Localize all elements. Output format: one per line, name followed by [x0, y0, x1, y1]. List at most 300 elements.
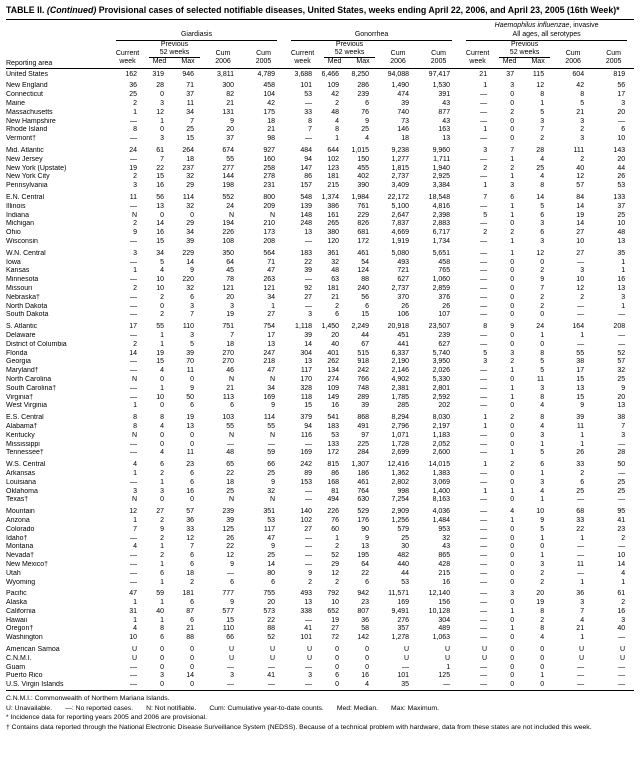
- value-cell: U: [306, 646, 313, 654]
- value-cell: —: [305, 543, 313, 551]
- value-cell: 7: [621, 422, 626, 430]
- value-cell: 0: [160, 440, 164, 448]
- value-cell: 50: [186, 393, 194, 401]
- table-row: [6, 173, 634, 182]
- reporting-area-cell: W.S. Central: [6, 461, 46, 469]
- value-cell: 1: [580, 578, 585, 586]
- value-cell: 2: [580, 469, 585, 477]
- table-body: [6, 68, 634, 690]
- value-cell: 6: [335, 672, 340, 680]
- value-cell: 13: [156, 202, 164, 210]
- value-cell: 0: [540, 646, 545, 654]
- value-cell: 2: [540, 578, 545, 586]
- reporting-area-cell: Mississippi: [6, 440, 40, 448]
- value-cell: 27: [304, 525, 313, 533]
- value-cell: 108: [222, 238, 234, 246]
- value-cell: —: [577, 672, 585, 680]
- value-cell: —: [130, 560, 137, 568]
- value-cell: 401: [327, 349, 340, 357]
- value-cell: 579: [397, 525, 410, 533]
- value-cell: 328: [300, 384, 313, 392]
- value-cell: —: [130, 117, 137, 125]
- value-cell: 4: [365, 135, 370, 143]
- value-cell: 2: [190, 578, 194, 586]
- value-cell: 156: [438, 599, 451, 607]
- value-cell: 0: [335, 663, 340, 671]
- reporting-area-cell: Illinois: [6, 202, 26, 210]
- value-cell: —: [577, 543, 585, 551]
- value-cell: 2: [580, 155, 585, 163]
- value-cell: —: [480, 285, 488, 292]
- table-row: [6, 212, 634, 221]
- value-cell: 42: [576, 82, 585, 90]
- value-cell: 2: [160, 293, 164, 301]
- value-cell: 304: [438, 616, 451, 624]
- value-cell: 0: [510, 302, 515, 310]
- value-cell: —: [130, 135, 137, 143]
- table-row: [6, 423, 634, 432]
- value-cell: 1: [335, 534, 340, 542]
- table-title: [6, 5, 634, 16]
- value-cell: 2: [540, 135, 545, 143]
- value-cell: U: [620, 654, 626, 662]
- value-cell: 1: [540, 552, 545, 560]
- value-cell: 0: [510, 100, 515, 108]
- value-cell: 53: [401, 578, 410, 586]
- value-cell: 7,837: [391, 220, 410, 228]
- value-cell: 95: [617, 508, 626, 516]
- value-cell: 800: [263, 194, 276, 202]
- notifiable-diseases-table: [6, 19, 634, 691]
- value-cell: 2: [580, 293, 585, 301]
- reporting-area-cell: Ohio: [6, 229, 21, 237]
- col-header-current-week: Current week: [459, 41, 496, 68]
- value-cell: 2: [580, 126, 585, 134]
- value-cell: 1,484: [432, 516, 451, 524]
- value-cell: 1: [580, 440, 585, 448]
- value-cell: 3: [160, 672, 164, 680]
- value-cell: 3,811: [217, 70, 234, 78]
- value-cell: 133: [613, 194, 626, 202]
- value-cell: N: [269, 431, 276, 439]
- value-cell: 31: [129, 607, 137, 615]
- value-cell: 529: [357, 508, 370, 516]
- group-header-haemophilus: [459, 20, 634, 41]
- table-row: [6, 332, 634, 341]
- value-cell: —: [480, 155, 488, 163]
- value-cell: 133: [327, 440, 340, 448]
- value-cell: 1,815: [391, 164, 410, 172]
- table-row: [6, 100, 634, 109]
- value-cell: 474: [397, 91, 410, 99]
- value-cell: 1,374: [321, 194, 340, 202]
- value-cell: 0: [540, 663, 545, 671]
- value-cell: 123: [327, 164, 340, 172]
- value-cell: —: [480, 258, 488, 266]
- value-cell: 210: [263, 220, 276, 228]
- value-cell: 0: [510, 560, 515, 568]
- value-cell: 370: [397, 293, 410, 301]
- value-cell: 338: [300, 607, 313, 615]
- value-cell: 110: [222, 625, 234, 633]
- value-cell: 66: [226, 634, 234, 642]
- value-cell: 15: [156, 358, 164, 366]
- value-cell: 9,491: [391, 607, 410, 615]
- group-label: Giardiasis: [180, 30, 213, 38]
- value-cell: 0: [160, 431, 164, 439]
- value-cell: 0: [510, 634, 515, 642]
- value-cell: 115: [532, 70, 545, 78]
- value-cell: 56: [617, 82, 626, 90]
- value-cell: 9: [230, 560, 234, 568]
- value-cell: 3: [483, 147, 488, 155]
- table-row: [6, 311, 634, 320]
- value-cell: 3: [540, 478, 545, 486]
- value-cell: 451: [397, 331, 410, 339]
- value-cell: 265: [327, 220, 340, 228]
- value-cell: 149: [327, 393, 340, 401]
- value-cell: 5,100: [391, 202, 410, 210]
- value-cell: 59: [156, 590, 164, 598]
- value-cell: 36: [186, 516, 194, 524]
- value-cell: 16: [617, 607, 626, 615]
- value-cell: 6: [230, 402, 234, 410]
- value-cell: 101: [397, 672, 410, 680]
- table-row: [6, 608, 634, 617]
- table-title-text: Provisional cases of selected notifiable diseases, United States, weeks ending April 22, 2006, and April 23, 2005 (16th Week)*: [98, 5, 620, 15]
- value-cell: 3: [540, 560, 545, 568]
- value-cell: 16: [442, 578, 451, 586]
- value-cell: 12: [576, 285, 585, 292]
- value-cell: 172: [327, 449, 340, 457]
- value-cell: 0: [510, 440, 515, 448]
- value-cell: —: [305, 276, 313, 284]
- table-row: [6, 91, 634, 100]
- reporting-area-cell: U.S. Virgin Islands: [6, 681, 64, 689]
- value-cell: 30: [401, 543, 410, 551]
- table-row: [6, 385, 634, 394]
- value-cell: 68: [576, 508, 585, 516]
- value-cell: 208: [263, 238, 276, 246]
- value-cell: 12: [186, 534, 194, 542]
- value-cell: 11: [576, 560, 585, 568]
- value-cell: 53: [331, 431, 340, 439]
- value-cell: 36: [361, 616, 370, 624]
- value-cell: 3: [510, 349, 515, 357]
- value-cell: 97,417: [428, 70, 451, 78]
- value-cell: 37: [186, 91, 194, 99]
- value-cell: 55: [226, 422, 234, 430]
- value-cell: 4: [160, 422, 164, 430]
- value-cell: 226: [222, 229, 234, 237]
- value-cell: 0: [510, 543, 515, 551]
- value-cell: 13: [304, 358, 313, 366]
- value-cell: 242: [300, 461, 313, 469]
- value-cell: 39: [304, 267, 313, 275]
- reporting-area-cell: United States: [6, 70, 49, 78]
- value-cell: 493: [397, 258, 410, 266]
- value-cell: —: [480, 135, 488, 143]
- value-cell: 1,734: [432, 238, 451, 246]
- value-cell: 564: [263, 249, 276, 257]
- value-cell: 7: [133, 525, 137, 533]
- value-cell: 28: [156, 82, 164, 90]
- value-cell: 3: [540, 117, 545, 125]
- value-cell: —: [305, 440, 313, 448]
- value-cell: —: [480, 663, 488, 671]
- value-cell: 36: [576, 590, 585, 598]
- value-cell: 57: [186, 508, 194, 516]
- table-row: [6, 561, 634, 570]
- value-cell: 9: [621, 384, 626, 392]
- table-row: [6, 126, 634, 135]
- value-cell: 10: [617, 135, 626, 143]
- value-cell: 2,737: [391, 285, 410, 292]
- footnote-cnmi: C.N.M.I.: Commonwealth of Northern Mariana Islands.: [6, 695, 170, 703]
- value-cell: 9: [230, 599, 234, 607]
- value-cell: 7: [190, 543, 194, 551]
- value-cell: 11: [576, 422, 585, 430]
- value-cell: 0: [160, 402, 164, 410]
- reporting-area-cell: Louisiana: [6, 478, 36, 486]
- value-cell: 6: [230, 578, 234, 586]
- value-cell: 765: [438, 267, 451, 275]
- value-cell: 47: [129, 590, 137, 598]
- value-cell: 2: [335, 578, 340, 586]
- value-cell: 60: [331, 525, 340, 533]
- value-cell: 17: [576, 367, 585, 375]
- value-cell: 815: [327, 461, 340, 469]
- table-row: [6, 664, 634, 673]
- value-cell: 4: [621, 569, 626, 577]
- value-cell: 865: [438, 552, 451, 560]
- value-cell: —: [130, 367, 137, 375]
- value-cell: 15: [361, 311, 370, 319]
- value-cell: 5: [483, 211, 488, 219]
- legend-item: —: No reported cases.: [65, 704, 134, 712]
- value-cell: 38: [576, 358, 585, 366]
- value-cell: 357: [397, 625, 410, 633]
- value-cell: —: [130, 681, 137, 689]
- value-cell: 573: [263, 607, 276, 615]
- value-cell: 270: [222, 358, 234, 366]
- value-cell: —: [480, 496, 488, 504]
- value-cell: 248: [300, 220, 313, 228]
- value-cell: 14: [156, 220, 164, 228]
- value-cell: 3: [190, 302, 194, 310]
- value-cell: 88: [361, 276, 370, 284]
- table-row: [6, 250, 634, 259]
- value-cell: 1: [510, 211, 515, 219]
- value-cell: 644: [327, 147, 340, 155]
- value-cell: 140: [300, 508, 313, 516]
- value-cell: 172: [357, 238, 370, 246]
- value-cell: —: [305, 663, 313, 671]
- value-cell: 4: [160, 267, 164, 275]
- value-cell: 458: [438, 258, 451, 266]
- value-cell: 36: [129, 82, 137, 90]
- value-cell: 39: [304, 331, 313, 339]
- value-cell: 48: [331, 108, 340, 116]
- value-cell: 9: [510, 323, 515, 331]
- value-cell: 1,919: [391, 238, 410, 246]
- value-cell: 55: [576, 349, 585, 357]
- value-cell: 0: [510, 340, 515, 348]
- value-cell: —: [305, 487, 313, 495]
- value-cell: 5,330: [432, 375, 451, 383]
- value-cell: 3: [483, 358, 488, 366]
- reporting-area-cell: Arizona: [6, 516, 30, 524]
- value-cell: 1: [160, 599, 164, 607]
- value-cell: 2,909: [391, 508, 410, 516]
- value-cell: 11: [186, 367, 194, 375]
- value-cell: 2,737: [391, 173, 410, 181]
- value-cell: 183: [327, 422, 340, 430]
- value-cell: 124: [357, 267, 370, 275]
- value-cell: 7,254: [391, 496, 410, 504]
- value-cell: 515: [357, 349, 370, 357]
- value-cell: —: [480, 108, 488, 116]
- table-row: [6, 203, 634, 212]
- value-cell: 5: [540, 358, 545, 366]
- value-cell: U: [579, 654, 585, 662]
- value-cell: U: [131, 646, 137, 654]
- value-cell: —: [480, 634, 488, 642]
- value-cell: U: [306, 654, 313, 662]
- value-cell: 40: [331, 340, 340, 348]
- value-cell: —: [130, 293, 137, 301]
- value-cell: 21: [331, 293, 340, 301]
- value-cell: 32: [186, 173, 194, 181]
- value-cell: 2: [483, 164, 488, 172]
- value-cell: 4: [133, 625, 137, 633]
- value-cell: 8: [540, 625, 545, 633]
- value-cell: N: [228, 431, 234, 439]
- value-cell: 66: [267, 461, 276, 469]
- value-cell: —: [480, 340, 488, 348]
- value-cell: 6: [621, 126, 626, 134]
- value-cell: 43: [442, 100, 451, 108]
- value-cell: 2,925: [432, 173, 451, 181]
- value-cell: 25: [617, 211, 626, 219]
- value-cell: 4: [510, 508, 515, 516]
- value-cell: 3: [160, 100, 164, 108]
- value-cell: 1,785: [391, 393, 410, 401]
- value-cell: 455: [357, 164, 370, 172]
- value-cell: 5: [540, 108, 545, 116]
- value-cell: 17: [617, 91, 626, 99]
- value-cell: N: [131, 431, 137, 439]
- value-cell: —: [130, 578, 137, 586]
- value-cell: 5,740: [432, 349, 451, 357]
- value-cell: 792: [327, 590, 340, 598]
- value-cell: 8,163: [432, 496, 451, 504]
- value-cell: —: [480, 681, 488, 689]
- value-cell: 5: [540, 449, 545, 457]
- value-cell: 1: [621, 267, 626, 275]
- value-cell: 1: [580, 534, 585, 542]
- value-cell: 2,796: [391, 422, 410, 430]
- value-cell: 14: [576, 220, 585, 228]
- value-cell: 8: [580, 91, 585, 99]
- value-cell: 652: [327, 607, 340, 615]
- table-row: [6, 570, 634, 579]
- value-cell: 43: [442, 543, 451, 551]
- value-cell: 25: [267, 469, 276, 477]
- value-cell: 6: [190, 402, 194, 410]
- value-cell: 3,688: [294, 70, 313, 78]
- value-cell: —: [577, 340, 585, 348]
- value-cell: 0: [510, 375, 515, 383]
- value-cell: 2: [160, 552, 164, 560]
- value-cell: 428: [438, 560, 451, 568]
- value-cell: 10: [129, 634, 137, 642]
- value-cell: 3: [160, 135, 164, 143]
- value-cell: 25: [361, 126, 370, 134]
- value-cell: 877: [438, 108, 451, 116]
- value-cell: 2: [483, 229, 488, 237]
- reporting-area-cell: North Carolina: [6, 375, 52, 383]
- value-cell: 6: [190, 552, 194, 560]
- value-cell: 161: [327, 211, 340, 219]
- value-cell: 40: [576, 164, 585, 172]
- table-row: [6, 376, 634, 385]
- value-cell: 15: [304, 402, 313, 410]
- value-cell: 8: [483, 323, 488, 331]
- value-cell: 1: [540, 672, 545, 680]
- value-cell: 0: [510, 569, 515, 577]
- value-cell: 134: [327, 367, 340, 375]
- value-cell: 71: [186, 82, 194, 90]
- value-cell: —: [130, 302, 137, 310]
- reporting-area-cell: Oregon†: [6, 625, 34, 633]
- table-row: [6, 496, 634, 505]
- value-cell: 42: [331, 91, 340, 99]
- value-cell: 92: [304, 285, 313, 292]
- value-cell: 494: [327, 496, 340, 504]
- value-cell: 181: [327, 285, 340, 292]
- value-cell: 19: [576, 211, 585, 219]
- value-cell: 9: [190, 384, 194, 392]
- value-cell: 32: [186, 285, 194, 292]
- value-cell: N: [131, 375, 137, 383]
- value-cell: 0: [510, 534, 515, 542]
- value-cell: 826: [357, 220, 370, 228]
- value-cell: 3: [133, 487, 137, 495]
- value-cell: 208: [613, 323, 626, 331]
- table-row: [6, 617, 634, 626]
- value-cell: 146: [397, 126, 410, 134]
- value-cell: —: [618, 469, 626, 477]
- value-cell: 1: [483, 422, 488, 430]
- value-cell: 764: [357, 487, 370, 495]
- value-cell: 175: [263, 108, 276, 116]
- value-cell: 9: [540, 276, 545, 284]
- table-row: [6, 182, 634, 191]
- value-cell: 86: [304, 173, 313, 181]
- value-cell: 1: [510, 238, 515, 246]
- value-cell: 1: [540, 469, 545, 477]
- value-cell: 160: [263, 155, 276, 163]
- value-cell: 761: [357, 202, 370, 210]
- value-cell: —: [305, 616, 313, 624]
- table-row: [6, 109, 634, 118]
- value-cell: 9,238: [391, 147, 410, 155]
- value-cell: 13: [576, 384, 585, 392]
- reporting-area-cell: Pennsylvania: [6, 182, 48, 190]
- value-cell: 10,128: [428, 607, 451, 615]
- col-header-cum-2006: Cum 2006: [203, 41, 243, 68]
